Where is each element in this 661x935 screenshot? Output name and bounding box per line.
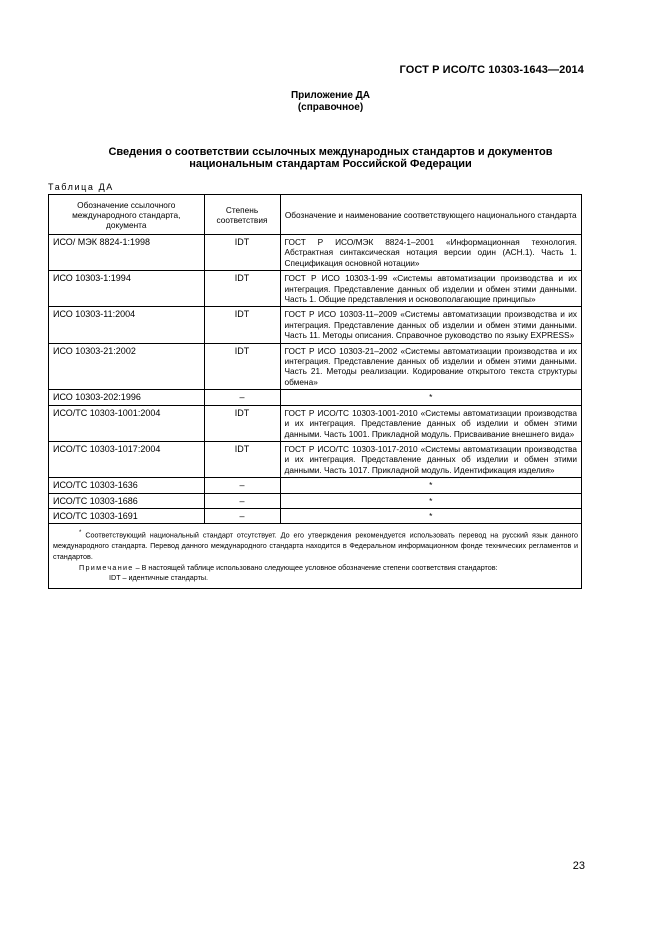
cell-degree: IDT bbox=[204, 441, 280, 477]
cell-reference: ИСО/ТС 10303-1636 bbox=[49, 478, 204, 493]
note-idt: IDT – идентичные стандарты. bbox=[109, 573, 209, 583]
footnote-text: Соответствующий национальный стандарт отсутствует. До его утверждения рекомендуется использовать перевод на русский язык данного международного стандарта. Перевод данного международного стандарта находится в Федеральном информационном фонде технических регламентов и стандартов. bbox=[53, 530, 579, 561]
table-row bbox=[49, 441, 581, 477]
cell-degree: – bbox=[204, 478, 280, 493]
table-footer-row bbox=[49, 524, 581, 588]
cell-reference: ИСО 10303-1:1994 bbox=[49, 271, 204, 307]
cell-degree: IDT bbox=[204, 307, 280, 343]
table-row bbox=[49, 405, 581, 441]
cell-reference: ИСО/ МЭК 8824-1:1998 bbox=[49, 235, 204, 271]
cell-national: * bbox=[280, 390, 581, 405]
column-header-national: Обозначение и наименование соответствующего национального стандарта bbox=[280, 195, 581, 235]
annex-label: Приложение ДА bbox=[290, 90, 371, 101]
heading-line-1: Сведения о соответствии ссылочных международных стандартов и документов bbox=[108, 146, 553, 158]
correspondence-table bbox=[48, 194, 582, 589]
page-number: 23 bbox=[572, 860, 585, 872]
heading-line-2: национальным стандартам Российской Федерации bbox=[189, 158, 472, 170]
table-caption: Таблица ДА bbox=[48, 182, 114, 192]
cell-degree: IDT bbox=[204, 271, 280, 307]
footnote-mark: * bbox=[79, 530, 82, 537]
cell-degree: IDT bbox=[204, 405, 280, 441]
cell-national: ГОСТ Р ИСО/ТС 10303-1017-2010 «Системы автоматизации производства и их интеграция. Представление данных об изделии и обмен этими данными. Часть 1017. Прикладной модуль. Идентификация изделия» bbox=[280, 441, 581, 477]
cell-reference: ИСО 10303-11:2004 bbox=[49, 307, 204, 343]
cell-degree: – bbox=[204, 508, 280, 523]
cell-national: * bbox=[280, 493, 581, 508]
table-row bbox=[49, 478, 581, 493]
cell-reference: ИСО/ТС 10303-1017:2004 bbox=[49, 441, 204, 477]
cell-reference: ИСО 10303-202:1996 bbox=[49, 390, 204, 405]
cell-national: ГОСТ Р ИСО/МЭК 8824-1–2001 «Информационная технология. Абстрактная синтаксическая нотация версии один (АСН.1). Часть 1. Спецификация основной нотации» bbox=[280, 235, 581, 271]
cell-reference: ИСО 10303-21:2002 bbox=[49, 343, 204, 390]
note-label: Примечание bbox=[79, 562, 134, 572]
table-row bbox=[49, 493, 581, 508]
footnote bbox=[53, 528, 578, 562]
column-header-degree: Степень соответствия bbox=[204, 195, 280, 235]
cell-national: * bbox=[280, 478, 581, 493]
table-row bbox=[49, 307, 581, 343]
table-row bbox=[49, 343, 581, 390]
column-header-reference: Обозначение ссылочного международного стандарта, документа bbox=[49, 195, 204, 235]
note-text: – В настоящей таблице использовано следующее условное обозначение степени соответствия стандартов: bbox=[135, 562, 498, 572]
note bbox=[53, 563, 578, 574]
cell-reference: ИСО/ТС 10303-1691 bbox=[49, 508, 204, 523]
annex-title bbox=[0, 90, 661, 114]
cell-degree: – bbox=[204, 493, 280, 508]
cell-national: * bbox=[280, 508, 581, 523]
cell-reference: ИСО/ТС 10303-1686 bbox=[49, 493, 204, 508]
cell-degree: IDT bbox=[204, 235, 280, 271]
table-header-row bbox=[49, 195, 581, 235]
document-code: ГОСТ Р ИСО/ТС 10303-1643—2014 bbox=[399, 64, 584, 76]
table-row bbox=[49, 235, 581, 271]
annex-subtitle: (справочное) bbox=[297, 102, 364, 113]
table-row bbox=[49, 390, 581, 405]
table-row bbox=[49, 508, 581, 523]
cell-national: ГОСТ Р ИСО 10303-1-99 «Системы автоматизации производства и их интеграция. Представление данных об изделии и обмен этими данными. Часть 1. Общие представления и основополагающие принципы» bbox=[280, 271, 581, 307]
table-row bbox=[49, 271, 581, 307]
cell-national: ГОСТ Р ИСО 10303-11–2009 «Системы автоматизации производства и их интеграция. Представление данных об изделии и обмен этими данными. Часть 11. Методы описания. Справочное руководство по языку EXPRESS» bbox=[280, 307, 581, 343]
section-heading bbox=[0, 146, 661, 170]
cell-reference: ИСО/ТС 10303-1001:2004 bbox=[49, 405, 204, 441]
cell-national: ГОСТ Р ИСО/ТС 10303-1001-2010 «Системы автоматизации производства и их интеграция. Представление данных об изделии и обмен этими данными. Часть 1001. Прикладной модуль. Присваивание внешнего вида» bbox=[280, 405, 581, 441]
table-footer bbox=[49, 524, 581, 588]
cell-national: ГОСТ Р ИСО 10303-21–2002 «Системы автоматизации производства и их интеграция. Представление данных об изделии и обмен этими данными. Часть 21. Методы реализации. Кодирование открытого текста структуры обмена» bbox=[280, 343, 581, 390]
cell-degree: – bbox=[204, 390, 280, 405]
cell-degree: IDT bbox=[204, 343, 280, 390]
